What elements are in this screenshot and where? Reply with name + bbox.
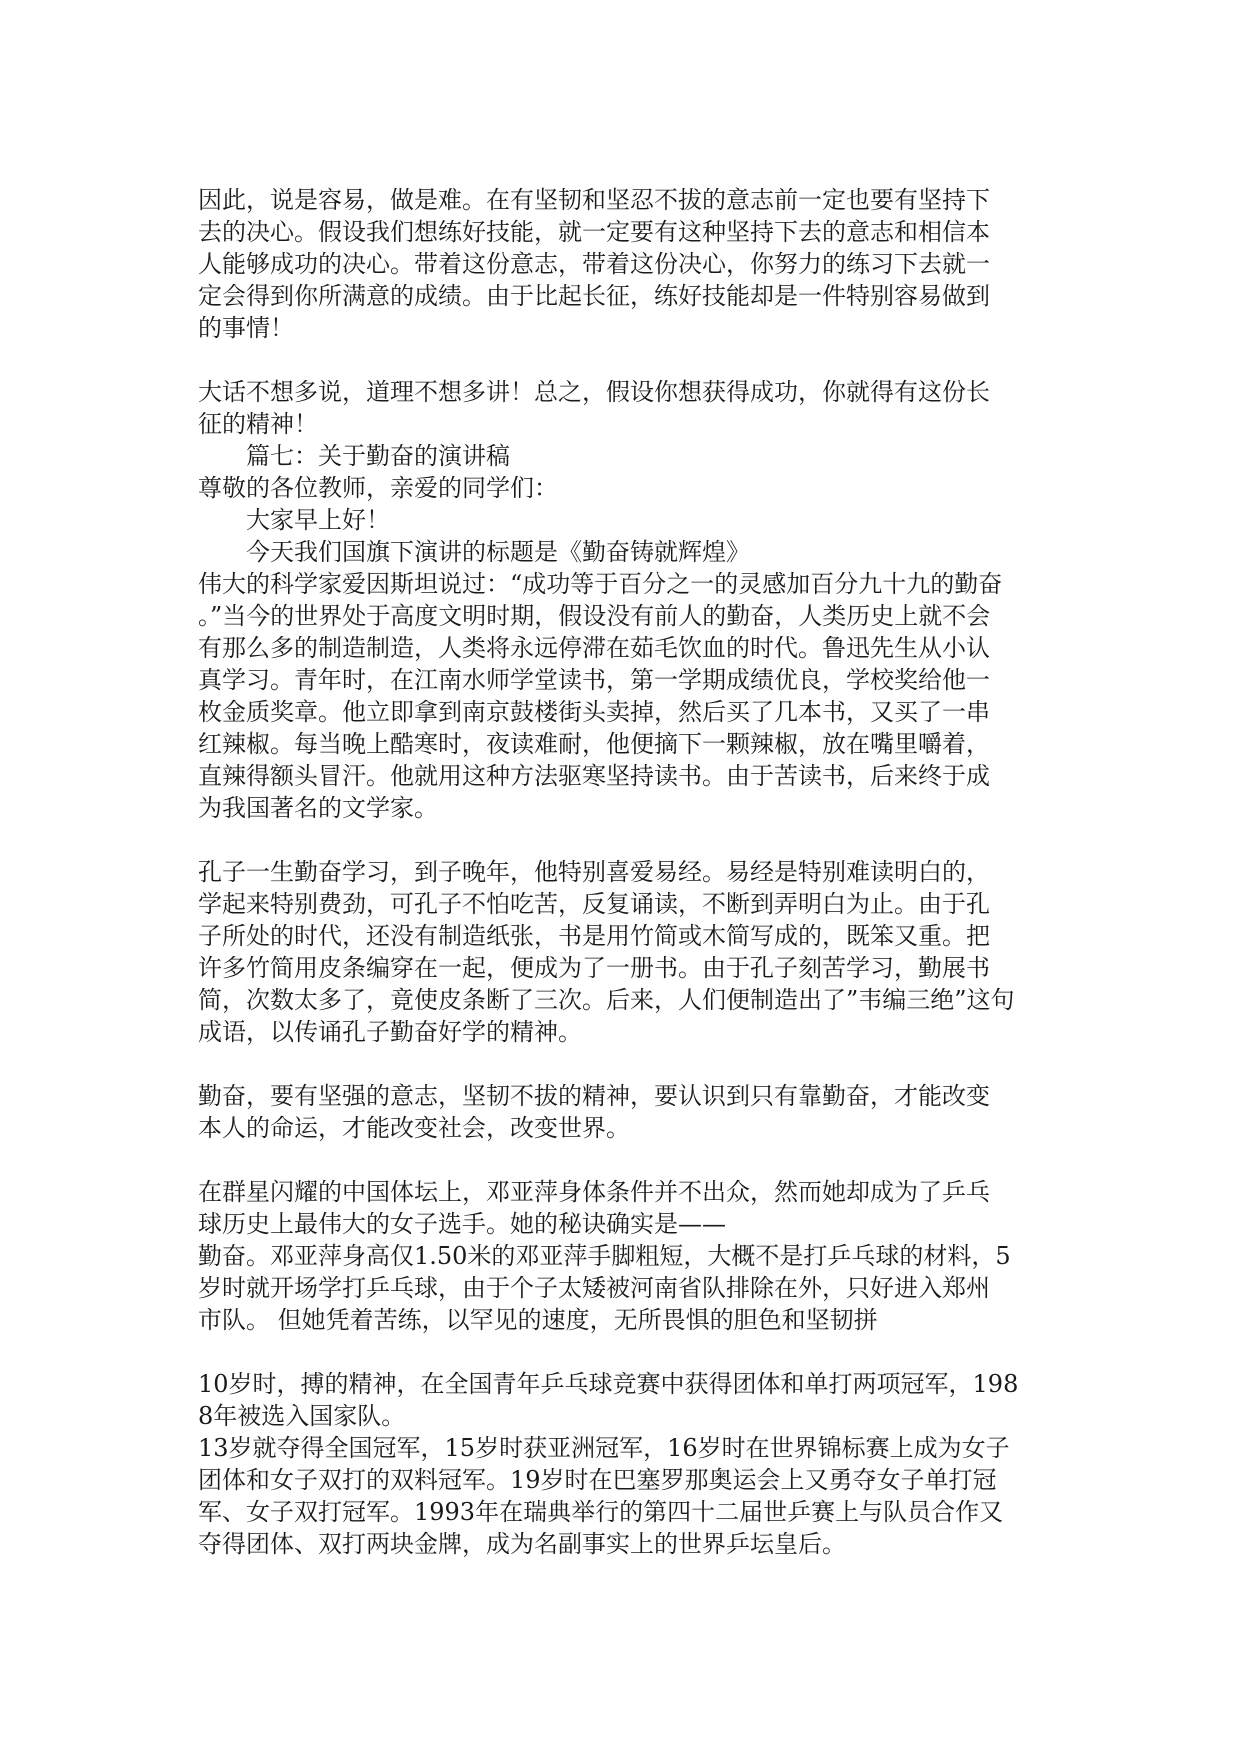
- text-line: 在群星闪耀的中国体坛上，邓亚萍身体条件并不出众，然而她却成为了乒乓: [198, 1178, 990, 1206]
- paragraph-long-march-spirit: [198, 376, 1058, 440]
- text-line: 8年被选入国家队。: [198, 1402, 406, 1430]
- paragraph-gap: [198, 1048, 1058, 1080]
- text-line: 子所处的时代，还没有制造纸张，书是用竹简或木简写成的，既笨又重。把: [198, 922, 990, 950]
- salutation-text: 尊敬的各位教师，亲爱的同学们：: [198, 474, 558, 502]
- text-line: 13岁就夺得全国冠军，15岁时获亚洲冠军，16岁时在世界锦标赛上成为女子: [198, 1434, 1010, 1462]
- text-line: 枚金质奖章。他立即拿到南京鼓楼街头卖掉，然后买了几本书，又买了一串: [198, 698, 990, 726]
- text-line: 伟大的科学家爱因斯坦说过：“成功等于百分之一的灵感加百分九十九的勤奋: [198, 570, 1003, 598]
- paragraph-confucius: [198, 856, 1058, 1048]
- text-line: 。”当今的世界处于高度文明时期，假设没有前人的勤奋，人类历史上就不会: [198, 602, 991, 630]
- paragraph-gap: [198, 824, 1058, 856]
- text-line: 征的精神！: [198, 410, 318, 438]
- paragraph-perseverance: [198, 184, 1058, 344]
- text-line: 团体和女子双打的双料冠军。19岁时在巴塞罗那奥运会上又勇夺女子单打冠: [198, 1466, 997, 1494]
- text-line: 市队。 但她凭着苦练，以罕见的速度，无所畏惧的胆色和坚韧拼: [198, 1306, 878, 1334]
- text-line: 孔子一生勤奋学习，到子晚年，他特别喜爱易经。易经是特别难读明白的，: [198, 858, 990, 886]
- speech-topic: [198, 536, 1058, 568]
- paragraph-gap: [198, 1144, 1058, 1176]
- text-line: 的事情！: [198, 314, 294, 342]
- section-heading: [198, 440, 1058, 472]
- text-line: 红辣椒。每当晚上酷寒时，夜读难耐，他便摘下一颗辣椒，放在嘴里嚼着，: [198, 730, 990, 758]
- text-line: 球历史上最伟大的女子选手。她的秘诀确实是——: [198, 1210, 726, 1238]
- text-line: 因此，说是容易，做是难。在有坚韧和坚忍不拔的意志前一定也要有坚持下: [198, 186, 990, 214]
- paragraph-einstein-luxun: [198, 568, 1058, 824]
- text-line: 去的决心。假设我们想练好技能，就一定要有这种坚持下去的意志和相信本: [198, 218, 990, 246]
- text-line: 勤奋。邓亚萍身高仅1.50米的邓亚萍手脚粗短，大概不是打乒乓球的材料，5: [198, 1242, 1011, 1270]
- salutation: [198, 472, 1058, 504]
- text-line: 定会得到你所满意的成绩。由于比起长征，练好技能却是一件特别容易做到: [198, 282, 990, 310]
- text-line: 真学习。青年时，在江南水师学堂读书，第一学期成绩优良，学校奖给他一: [198, 666, 990, 694]
- text-line: 成语，以传诵孔子勤奋好学的精神。: [198, 1018, 582, 1046]
- text-line: 岁时就开场学打乒乓球，由于个子太矮被河南省队排除在外，只好进入郑州: [198, 1274, 990, 1302]
- paragraph-gap: [198, 1336, 1058, 1368]
- paragraph-gap: [198, 344, 1058, 376]
- paragraph-deng-yaping-titles: [198, 1432, 1058, 1560]
- speech-topic-text: 今天我们国旗下演讲的标题是《勤奋铸就辉煌》: [246, 538, 750, 566]
- paragraph-deng-yaping-age10: [198, 1368, 1058, 1432]
- text-line: 大话不想多说，道理不想多讲！总之，假设你想获得成功，你就得有这份长: [198, 378, 990, 406]
- text-line: 10岁时，搏的精神，在全国青年乒乓球竞赛中获得团体和单打两项冠军，198: [198, 1370, 1019, 1398]
- greeting: [198, 504, 1058, 536]
- paragraph-deng-yaping-intro: [198, 1176, 1058, 1240]
- text-line: 夺得团体、双打两块金牌，成为名副事实上的世界乒坛皇后。: [198, 1530, 846, 1558]
- text-line: 学起来特别费劲，可孔子不怕吃苦，反复诵读，不断到弄明白为止。由于孔: [198, 890, 990, 918]
- text-line: 军、女子双打冠军。1993年在瑞典举行的第四十二届世乒赛上与队员合作又: [198, 1498, 1004, 1526]
- text-line: 为我国著名的文学家。: [198, 794, 438, 822]
- text-line: 有那么多的制造制造，人类将永远停滞在茹毛饮血的时代。鲁迅先生从小认: [198, 634, 990, 662]
- greeting-text: 大家早上好！: [246, 506, 390, 534]
- paragraph-diligence-will: [198, 1080, 1058, 1144]
- document-body: [198, 184, 1058, 1560]
- section-heading-text: 篇七：关于勤奋的演讲稿: [246, 442, 510, 470]
- paragraph-deng-yaping-training: [198, 1240, 1058, 1336]
- text-line: 人能够成功的决心。带着这份意志，带着这份决心，你努力的练习下去就一: [198, 250, 990, 278]
- text-line: 简，次数太多了，竟使皮条断了三次。后来，人们便制造出了”韦编三绝”这句: [198, 986, 1015, 1014]
- text-line: 直辣得额头冒汗。他就用这种方法驱寒坚持读书。由于苦读书，后来终于成: [198, 762, 990, 790]
- text-line: 许多竹简用皮条编穿在一起，便成为了一册书。由于孔子刻苦学习，勤展书: [198, 954, 990, 982]
- text-line: 本人的命运，才能改变社会，改变世界。: [198, 1114, 630, 1142]
- text-line: 勤奋，要有坚强的意志，坚韧不拔的精神，要认识到只有靠勤奋，才能改变: [198, 1082, 990, 1110]
